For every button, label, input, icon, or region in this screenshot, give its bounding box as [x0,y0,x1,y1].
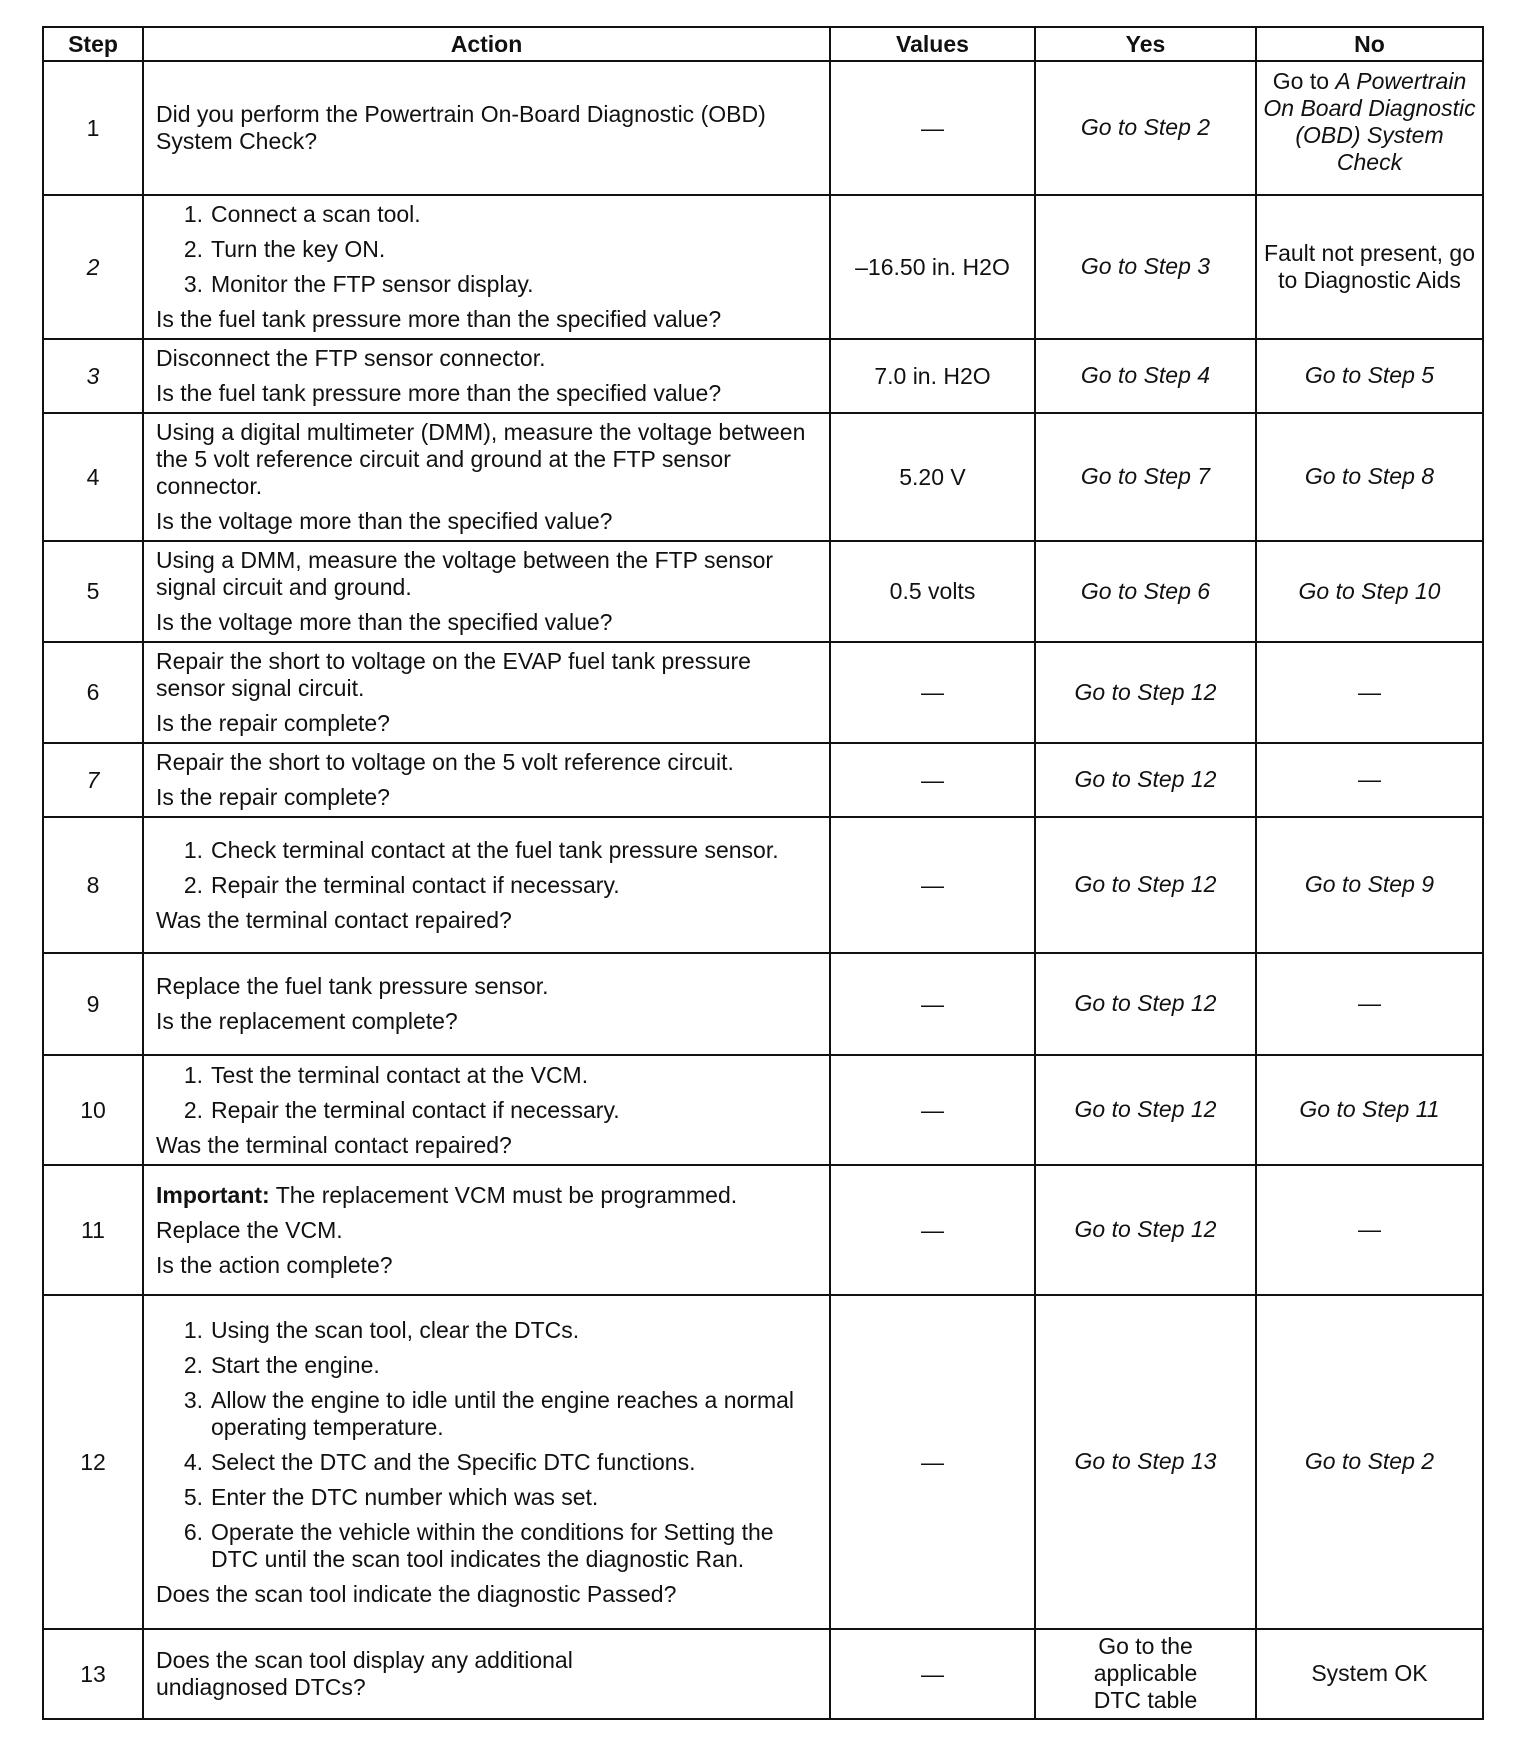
table-row [43,413,1483,541]
action-question: Is the voltage more than the specified value? [156,508,613,534]
yes-cell: Go to Step 13 [1035,1295,1256,1629]
values-cell: 7.0 in. H2O [830,339,1035,413]
no-link: A Powertrain On Board Diagnostic (OBD) System Check [1263,68,1476,175]
sub-step-text: Monitor the FTP sensor display. [211,271,534,297]
action-question: Is the fuel tank pressure more than the specified value? [156,380,722,406]
action-text: Using a DMM, measure the voltage between the FTP sensor signal circuit and ground. [156,547,774,600]
sub-step-text: Check terminal contact at the fuel tank pressure sensor. [211,836,779,863]
sub-step-list [156,837,819,899]
sub-step-text: Operate the vehicle within the conditions for Setting the DTC until the scan tool indicates the diagnostic Ran. [211,1518,774,1572]
action-question: Was the terminal contact repaired? [156,1131,512,1158]
yes-cell: Go to the applicable DTC table [1035,1629,1256,1719]
sub-step: 1. Test the terminal contact at the VCM. [156,1062,819,1089]
values-cell: — [830,642,1035,743]
no-cell: Go to Step 2 [1256,1295,1483,1629]
table-row [43,195,1483,339]
no-cell: — [1256,642,1483,743]
step-number: 5 [43,541,143,642]
table-row [43,1629,1483,1719]
values-cell: –16.50 in. H2O [830,195,1035,339]
action-cell [143,1055,830,1165]
sub-step-text: Connect a scan tool. [211,201,421,227]
no-cell: Go to Step 11 [1256,1055,1483,1165]
action-text: Replace the fuel tank pressure sensor. [156,973,549,999]
action-text: Replace the VCM. [156,1216,343,1243]
sub-step: 2. Repair the terminal contact if necessary. [156,1097,819,1124]
sub-step: 2. Repair the terminal contact if necessary. [156,872,819,899]
table-row [43,642,1483,743]
action-question: Is the repair complete? [156,710,390,736]
yes-cell: Go to Step 12 [1035,817,1256,953]
action-cell [143,195,830,339]
values-cell: — [830,1055,1035,1165]
step-number: 6 [43,642,143,743]
no-cell [1256,61,1483,195]
step-number: 11 [43,1165,143,1295]
header-action: Action [143,27,830,61]
table-row [43,1055,1483,1165]
values-cell: — [830,1165,1035,1295]
yes-cell: Go to Step 12 [1035,642,1256,743]
sub-step: 5. Enter the DTC number which was set. [156,1484,819,1511]
table-row [43,339,1483,413]
action-question: Is the fuel tank pressure more than the specified value? [156,306,722,332]
sub-step-text: Enter the DTC number which was set. [211,1483,599,1510]
action-question: Does the scan tool indicate the diagnostic Passed? [156,1580,677,1607]
yes-cell: Go to Step 12 [1035,1055,1256,1165]
values-cell: — [830,1295,1035,1629]
action-cell [143,339,830,413]
values-cell: — [830,953,1035,1055]
header-row [43,27,1483,61]
values-cell: — [830,743,1035,817]
yes-cell: Go to Step 2 [1035,61,1256,195]
header-values: Values [830,27,1035,61]
action-question: Does the scan tool display any additional undiagnosed DTCs? [156,1647,573,1700]
action-text: Repair the short to voltage on the 5 volt reference circuit. [156,749,734,775]
no-cell: — [1256,953,1483,1055]
action-question: Is the action complete? [156,1251,393,1278]
sub-step: 6. Operate the vehicle within the conditions for Setting the DTC until the scan tool indicates the diagnostic Ran. [156,1519,819,1573]
action-cell [143,743,830,817]
values-cell: — [830,817,1035,953]
action-text: Disconnect the FTP sensor connector. [156,345,546,371]
action-cell [143,642,830,743]
sub-step: 3. Monitor the FTP sensor display. [156,271,819,298]
values-cell: 5.20 V [830,413,1035,541]
step-number: 7 [43,743,143,817]
no-cell: Go to Step 5 [1256,339,1483,413]
sub-step: 4. Select the DTC and the Specific DTC functions. [156,1449,819,1476]
table-row [43,541,1483,642]
no-prefix: Go to [1272,68,1336,94]
action-cell [143,61,830,195]
no-cell: Go to Step 8 [1256,413,1483,541]
table-row [43,61,1483,195]
important-note [156,1182,819,1209]
action-question: Is the repair complete? [156,784,390,810]
no-cell: Go to Step 9 [1256,817,1483,953]
sub-step-text: Turn the key ON. [211,236,386,262]
table-row [43,743,1483,817]
header-step: Step [43,27,143,61]
important-label: Important: [156,1181,270,1208]
action-cell [143,1295,830,1629]
sub-step: 2. Turn the key ON. [156,236,819,263]
sub-step-text: Repair the terminal contact if necessary. [211,1096,620,1123]
sub-step-text: Select the DTC and the Specific DTC functions. [211,1448,696,1475]
action-text: Did you perform the Powertrain On-Board Diagnostic (OBD) System Check? [156,101,766,154]
action-question: Is the replacement complete? [156,1008,458,1034]
yes-cell: Go to Step 12 [1035,953,1256,1055]
no-cell: — [1256,1165,1483,1295]
yes-cell: Go to Step 3 [1035,195,1256,339]
sub-step: 1. Using the scan tool, clear the DTCs. [156,1317,819,1344]
values-cell: — [830,1629,1035,1719]
yes-cell: Go to Step 12 [1035,743,1256,817]
step-number: 13 [43,1629,143,1719]
yes-cell: Go to Step 7 [1035,413,1256,541]
important-text: The replacement VCM must be programmed. [269,1181,738,1208]
sub-step-text: Start the engine. [211,1351,380,1378]
step-number: 4 [43,413,143,541]
sub-step-list [156,201,819,298]
table-row [43,1295,1483,1629]
step-number: 12 [43,1295,143,1629]
sub-step: 1. Connect a scan tool. [156,201,819,228]
action-cell [143,1165,830,1295]
step-number: 3 [43,339,143,413]
sub-step-list [156,1062,819,1124]
no-cell: System OK [1256,1629,1483,1719]
sub-step-text: Allow the engine to idle until the engine reaches a normal operating temperature. [211,1386,795,1440]
header-no: No [1256,27,1483,61]
diagnostic-table [42,26,1484,1720]
values-cell: 0.5 volts [830,541,1035,642]
step-number: 8 [43,817,143,953]
action-question: Is the voltage more than the specified value? [156,609,613,635]
yes-cell: Go to Step 6 [1035,541,1256,642]
sub-step: 3. Allow the engine to idle until the engine reaches a normal operating temperature. [156,1387,819,1441]
action-cell [143,1629,830,1719]
table-row [43,817,1483,953]
table-row [43,1165,1483,1295]
no-cell: — [1256,743,1483,817]
action-cell [143,953,830,1055]
header-yes: Yes [1035,27,1256,61]
step-number: 9 [43,953,143,1055]
no-cell: Go to Step 10 [1256,541,1483,642]
no-cell: Fault not present, go to Diagnostic Aids [1256,195,1483,339]
sub-step-list [156,1317,819,1573]
sub-step-text: Test the terminal contact at the VCM. [211,1061,589,1088]
action-text: Repair the short to voltage on the EVAP fuel tank pressure sensor signal circuit. [156,648,751,701]
action-cell [143,817,830,953]
action-cell [143,413,830,541]
step-number: 10 [43,1055,143,1165]
action-cell [143,541,830,642]
sub-step-text: Repair the terminal contact if necessary. [211,871,620,898]
action-question: Was the terminal contact repaired? [156,906,512,933]
step-number: 2 [43,195,143,339]
action-text: Using a digital multimeter (DMM), measure the voltage between the 5 volt reference circuit and ground at the FTP sensor connector. [156,419,806,499]
values-cell: — [830,61,1035,195]
yes-cell: Go to Step 12 [1035,1165,1256,1295]
step-number: 1 [43,61,143,195]
sub-step: 2. Start the engine. [156,1352,819,1379]
yes-cell: Go to Step 4 [1035,339,1256,413]
table-row [43,953,1483,1055]
sub-step-text: Using the scan tool, clear the DTCs. [211,1316,580,1343]
sub-step: 1. Check terminal contact at the fuel tank pressure sensor. [156,837,819,864]
